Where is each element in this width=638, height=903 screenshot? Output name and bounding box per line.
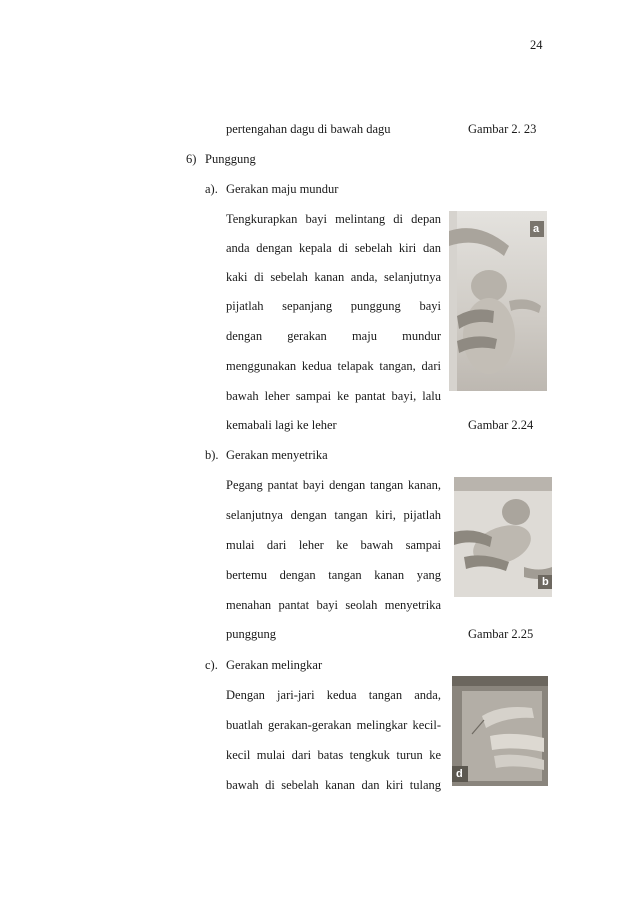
figure-b-letter: b	[542, 576, 549, 588]
figure-d-back-massage-image	[452, 676, 548, 786]
figure-d-letter: d	[456, 768, 463, 780]
figure-caption-2-25: Gambar 2.25	[468, 627, 534, 641]
item-c-line: Dengan jari-jari kedua tangan anda,	[226, 688, 441, 702]
figure-b-back-massage-image	[454, 477, 552, 597]
item-a-line: Tengkurapkan bayi melintang di depan	[226, 212, 441, 226]
item-c-line: bawah di sebelah kanan dan kiri tulang	[226, 778, 441, 792]
item-a-line: dengan gerakan maju mundur	[226, 329, 441, 343]
item-a-line: pijatlah sepanjang punggung bayi	[226, 299, 441, 313]
continued-text: pertengahan dagu di bawah dagu	[226, 122, 391, 136]
item-c-line: kecil mulai dari batas tengkuk turun ke	[226, 748, 441, 762]
item-b-line: bertemu dengan tangan kanan yang	[226, 568, 441, 582]
section-number: 6)	[186, 152, 197, 166]
item-b-line: mulai dari leher ke bawah sampai	[226, 538, 441, 552]
item-b-line-last: punggung	[226, 627, 276, 641]
figure-a-letter: a	[533, 223, 540, 235]
item-a-line: menggunakan kedua telapak tangan, dari	[226, 359, 441, 373]
item-a-title: Gerakan maju mundur	[226, 182, 339, 196]
item-b-title: Gerakan menyetrika	[226, 448, 328, 462]
figure-a-back-massage-image	[449, 211, 547, 391]
item-a-line: kaki di sebelah kanan anda, selanjutnya	[226, 270, 441, 284]
section-title: Punggung	[205, 152, 256, 166]
item-a-label: a).	[205, 182, 218, 196]
item-c-title: Gerakan melingkar	[226, 658, 323, 672]
item-b-line: menahan pantat bayi seolah menyetrika	[226, 598, 441, 612]
figure-caption-2-24: Gambar 2.24	[468, 418, 534, 432]
page-number: 24	[530, 38, 543, 52]
item-a-line: anda dengan kepala di sebelah kiri dan	[226, 241, 441, 255]
item-b-line: selanjutnya dengan tangan kiri, pijatlah	[226, 508, 441, 522]
item-a-line: bawah leher sampai ke pantat bayi, lalu	[226, 389, 441, 403]
item-b-label: b).	[205, 448, 219, 462]
item-c-line: buatlah gerakan-gerakan melingkar kecil-	[226, 718, 441, 732]
item-a-line-last: kemabali lagi ke leher	[226, 418, 337, 432]
figure-caption-2-23: Gambar 2. 23	[468, 122, 537, 136]
item-c-label: c).	[205, 658, 218, 672]
item-b-line: Pegang pantat bayi dengan tangan kanan,	[226, 478, 441, 492]
